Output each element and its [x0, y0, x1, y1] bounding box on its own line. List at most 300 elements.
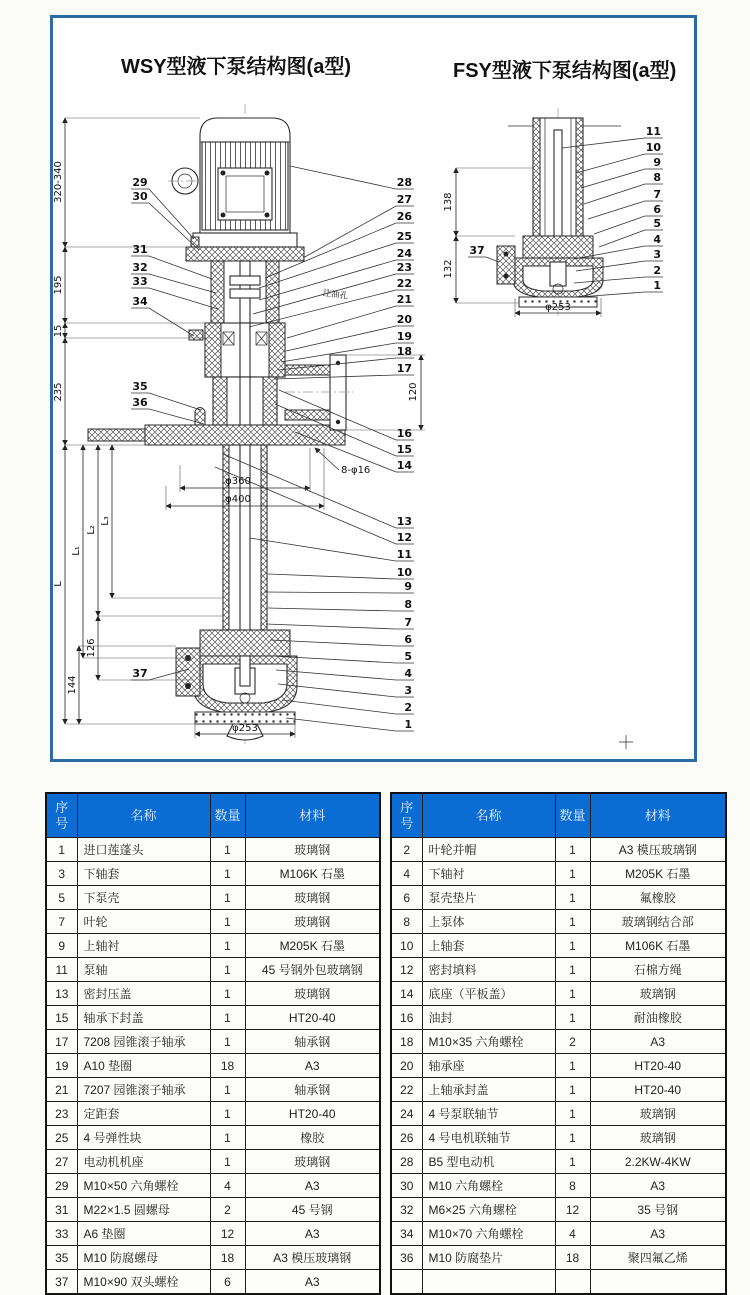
fsy-drawing [443, 108, 663, 749]
table-row [46, 1222, 380, 1246]
cell [590, 1270, 726, 1295]
cell: 18 [210, 1054, 245, 1078]
callout-label: 30 [132, 190, 148, 203]
oil-hole-label: 注油孔 [321, 288, 349, 302]
cell: 6 [210, 1270, 245, 1295]
table-row [46, 838, 380, 862]
cell: 30 [391, 1174, 422, 1198]
callout-label: 3 [404, 684, 412, 697]
callout-label: 37 [469, 244, 485, 257]
cell: 1 [555, 1102, 590, 1126]
cell: 密封填料 [422, 958, 555, 982]
table-row [391, 1078, 726, 1102]
callout-label: 1 [653, 279, 661, 292]
table-row [391, 838, 726, 862]
cell: 2 [555, 1030, 590, 1054]
cell: 定距套 [77, 1102, 210, 1126]
diagram-panel [50, 15, 697, 762]
callout-label: 10 [396, 566, 412, 579]
cell: 1 [555, 982, 590, 1006]
col-header-name: 名称 [77, 793, 210, 838]
table-row [391, 1054, 726, 1078]
column-pipe [223, 445, 267, 630]
table-row [391, 1246, 726, 1270]
cell: 1 [555, 910, 590, 934]
callout-label: 28 [396, 176, 412, 189]
cell: 1 [210, 1006, 245, 1030]
dim-phi360: φ360 [225, 476, 251, 487]
callout-label: 6 [404, 633, 412, 646]
dim-126: 126 [86, 638, 97, 658]
cell: 4 [555, 1222, 590, 1246]
cell: 1 [210, 1126, 245, 1150]
table-row [46, 910, 380, 934]
col-header-name: 名称 [422, 793, 555, 838]
cell: A3 [590, 1030, 726, 1054]
fsy-impeller-hub [550, 262, 566, 286]
callout-label: 25 [396, 230, 412, 243]
cell: 底座（平板盖） [422, 982, 555, 1006]
cell: 19 [46, 1054, 77, 1078]
bearing-housing [189, 323, 285, 377]
cell: 21 [46, 1078, 77, 1102]
cell: A3 模压玻璃钢 [245, 1246, 380, 1270]
callout-leader [266, 624, 414, 629]
cell: 33 [46, 1222, 77, 1246]
cell: 2 [210, 1198, 245, 1222]
parts-table-right [390, 792, 727, 1295]
cell: 氟橡胶 [590, 886, 726, 910]
cell: A6 垫圈 [77, 1222, 210, 1246]
cell: 1 [210, 910, 245, 934]
table-row [391, 1102, 726, 1126]
callout-label: 1 [404, 718, 412, 731]
table-row [46, 886, 380, 910]
drain-plug [189, 330, 203, 340]
cell: 26 [391, 1126, 422, 1150]
cell: A3 [245, 1270, 380, 1295]
cell: 2.2KW-4KW [590, 1150, 726, 1174]
plate-stud-bolt [195, 408, 205, 426]
cell: M106K 石墨 [590, 934, 726, 958]
cell: 轴承座 [422, 1054, 555, 1078]
motor-flange [193, 233, 297, 247]
parts-table-left [45, 792, 381, 1295]
cell: 2 [391, 838, 422, 862]
wsy-drawing [53, 104, 425, 746]
callout-label: 23 [396, 261, 412, 274]
cell: 玻璃钢 [590, 982, 726, 1006]
cell: 35 号钢 [590, 1198, 726, 1222]
callout-label: 27 [396, 193, 412, 206]
cell: M6×25 六角螺栓 [422, 1198, 555, 1222]
callout-leader [264, 592, 414, 593]
table-row [391, 1126, 726, 1150]
cell: 1 [210, 1078, 245, 1102]
callout-label: 5 [404, 650, 412, 663]
cell: 聚四氟乙烯 [590, 1246, 726, 1270]
cell: 18 [210, 1246, 245, 1270]
callout-label: 36 [132, 396, 148, 409]
callout-label: 37 [132, 667, 148, 680]
cell: 1 [555, 934, 590, 958]
table-row [46, 1126, 380, 1150]
callout-leader [581, 169, 663, 188]
cell: M10 防腐垫片 [422, 1246, 555, 1270]
callout-label: 24 [396, 247, 412, 260]
cell: M10×90 双头螺栓 [77, 1270, 210, 1295]
dim-phi253-fsy: φ253 [545, 302, 571, 313]
cell: 1 [210, 838, 245, 862]
col-header-material: 材料 [245, 793, 380, 838]
cell: 玻璃钢 [590, 1126, 726, 1150]
cell: 5 [46, 886, 77, 910]
cell: 3 [46, 862, 77, 886]
callout-label: 10 [645, 141, 661, 154]
callout-leader [286, 718, 414, 731]
callout-leader [131, 409, 204, 424]
table-row [391, 1222, 726, 1246]
callout-label: 4 [404, 667, 412, 680]
cell: 下泵壳 [77, 886, 210, 910]
callout-label: 7 [404, 616, 412, 629]
cell: 17 [46, 1030, 77, 1054]
cell [555, 1270, 590, 1295]
cell: 1 [210, 1030, 245, 1054]
table-row [46, 1102, 380, 1126]
cell: 1 [210, 886, 245, 910]
cell: 24 [391, 1102, 422, 1126]
callout-label: 15 [396, 443, 412, 456]
cell: 玻璃钢结合部 [590, 910, 726, 934]
base-plate-extension [88, 429, 145, 441]
table-row [46, 1246, 380, 1270]
cell: 1 [210, 1102, 245, 1126]
cell: 玻璃钢 [245, 982, 380, 1006]
dim-195: 195 [53, 275, 64, 295]
cell: 32 [391, 1198, 422, 1222]
cell: 叶轮 [77, 910, 210, 934]
table-row [46, 1030, 380, 1054]
cell: M205K 石墨 [590, 862, 726, 886]
cell: 1 [555, 838, 590, 862]
cell: 上泵体 [422, 910, 555, 934]
callout-label: 17 [396, 362, 412, 375]
table-row [391, 886, 726, 910]
cell: 上轴套 [422, 934, 555, 958]
cell: 4 号泵联轴节 [422, 1102, 555, 1126]
cell: A3 [245, 1222, 380, 1246]
dim-138: 138 [443, 192, 454, 212]
cell: 36 [391, 1246, 422, 1270]
stuffing-box [213, 377, 277, 425]
cell: 1 [46, 838, 77, 862]
cell: 1 [210, 862, 245, 886]
motor-stool [211, 261, 279, 323]
cell: 10 [391, 934, 422, 958]
cell: 4 [210, 1174, 245, 1198]
cell: 12 [210, 1222, 245, 1246]
dim-120: 120 [408, 382, 419, 402]
cell: 叶轮并帽 [422, 838, 555, 862]
dim-132: 132 [443, 259, 454, 279]
cell: A3 [245, 1174, 380, 1198]
cell: M22×1.5 圆螺母 [77, 1198, 210, 1222]
table-row [391, 1198, 726, 1222]
callout-label: 31 [132, 243, 148, 256]
cell: 35 [46, 1246, 77, 1270]
cell: HT20-40 [245, 1102, 380, 1126]
cell: 泵轴 [77, 958, 210, 982]
cell: 下轴套 [77, 862, 210, 886]
cell: 玻璃钢 [590, 1102, 726, 1126]
callout-leader [290, 166, 414, 189]
cell: 7208 园锥滚子轴承 [77, 1030, 210, 1054]
callout-label: 6 [653, 203, 661, 216]
callout-leader [286, 326, 414, 351]
table-row [46, 1198, 380, 1222]
cell: 电动机机座 [77, 1150, 210, 1174]
cell: M10 六角螺栓 [422, 1174, 555, 1198]
coupling-upper [230, 276, 260, 285]
table-row [46, 958, 380, 982]
cell: 14 [391, 982, 422, 1006]
table-row [46, 1150, 380, 1174]
cell: 13 [46, 982, 77, 1006]
table-row [391, 934, 726, 958]
cell: 橡胶 [245, 1126, 380, 1150]
dim-L: L [53, 581, 64, 587]
cell: 玻璃钢 [245, 838, 380, 862]
table-row [391, 982, 726, 1006]
callout-label: 14 [396, 459, 412, 472]
callout-leader [287, 306, 414, 338]
callout-leader [278, 684, 414, 697]
fsy-drawing-title: FSY型液下泵结构图(a型) [453, 60, 677, 82]
callout-label: 11 [645, 125, 661, 138]
cell: 7207 园锥滚子轴承 [77, 1078, 210, 1102]
cell: 1 [210, 934, 245, 958]
cell: 1 [555, 1150, 590, 1174]
cell: 23 [46, 1102, 77, 1126]
cell: 玻璃钢 [245, 886, 380, 910]
callout-leader [268, 574, 414, 579]
cell: 密封压盖 [77, 982, 210, 1006]
cell: 1 [555, 1054, 590, 1078]
cell: 石棉方绳 [590, 958, 726, 982]
cell: 玻璃钢 [245, 910, 380, 934]
cell [422, 1270, 555, 1295]
cell: HT20-40 [590, 1078, 726, 1102]
callout-leader [131, 308, 194, 336]
center-mark [619, 735, 633, 749]
cell: M205K 石墨 [245, 934, 380, 958]
cell: 1 [210, 982, 245, 1006]
cell: 12 [555, 1198, 590, 1222]
callout-label: 3 [653, 248, 661, 261]
cell: 27 [46, 1150, 77, 1174]
cell: 12 [391, 958, 422, 982]
cell: HT20-40 [245, 1006, 380, 1030]
cell: 7 [46, 910, 77, 934]
callout-leader [282, 700, 414, 714]
callout-leader [281, 343, 414, 362]
discharge-flange [330, 355, 346, 430]
cell: 45 号钢 [245, 1198, 380, 1222]
cell: 4 号电机联轴节 [422, 1126, 555, 1150]
motor-base-plate [186, 247, 304, 261]
callout-leader [268, 608, 414, 611]
cell: 18 [391, 1030, 422, 1054]
cell: 34 [391, 1222, 422, 1246]
cell: 37 [46, 1270, 77, 1295]
cell: 轴承钢 [245, 1030, 380, 1054]
cell: M10 防腐螺母 [77, 1246, 210, 1270]
cell: 泵壳垫片 [422, 886, 555, 910]
callout-label: 21 [396, 293, 412, 306]
callout-label: 34 [132, 295, 148, 308]
cell: A3 模压玻璃钢 [590, 838, 726, 862]
dim-motor-height: 320-340 [53, 161, 64, 203]
table-row [46, 1174, 380, 1198]
callout-label: 9 [404, 580, 412, 593]
cell: M10×70 六角螺栓 [422, 1222, 555, 1246]
dim-L3: L₃ [100, 516, 111, 526]
cell: 28 [391, 1150, 422, 1174]
cell: 耐油橡胶 [590, 1006, 726, 1030]
cell: A3 [245, 1054, 380, 1078]
callout-label: 22 [396, 277, 412, 290]
cell: 29 [46, 1174, 77, 1198]
motor-bolt [191, 237, 199, 247]
table-header-row [391, 793, 726, 838]
cell: 18 [555, 1246, 590, 1270]
cell: 4 号弹性块 [77, 1126, 210, 1150]
cell: HT20-40 [590, 1054, 726, 1078]
callout-leader [270, 640, 414, 646]
table-header-row [46, 793, 380, 838]
dim-phi253-wsy: φ253 [232, 723, 258, 734]
callout-label: 7 [653, 188, 661, 201]
cell: 11 [46, 958, 77, 982]
cell: 16 [391, 1006, 422, 1030]
cell: 下轴衬 [422, 862, 555, 886]
cell: 1 [555, 1126, 590, 1150]
dim-phi400: φ400 [225, 494, 251, 505]
callout-label: 8 [404, 598, 412, 611]
cell: 上轴承封盖 [422, 1078, 555, 1102]
col-header-qty: 数量 [210, 793, 245, 838]
cell: 1 [555, 958, 590, 982]
col-header-material: 材料 [590, 793, 726, 838]
table-row [46, 934, 380, 958]
cell: 4 [391, 862, 422, 886]
cell: 上轴衬 [77, 934, 210, 958]
table-row [46, 982, 380, 1006]
cell: 1 [210, 958, 245, 982]
cell: B5 型电动机 [422, 1150, 555, 1174]
table-row [391, 1174, 726, 1198]
table-row [391, 1150, 726, 1174]
callout-label: 2 [653, 264, 661, 277]
callout-label: 13 [396, 515, 412, 528]
callout-label: 4 [653, 233, 661, 246]
callout-label: 26 [396, 210, 412, 223]
table-row [391, 1006, 726, 1030]
col-header-index: 序号 [46, 793, 77, 838]
callout-label: 12 [396, 531, 412, 544]
cell: 8 [391, 910, 422, 934]
table-row [46, 862, 380, 886]
callout-label: 9 [653, 156, 661, 169]
cell: 8 [555, 1174, 590, 1198]
cell: A3 [590, 1222, 726, 1246]
callout-label: 11 [396, 548, 412, 561]
table-row [391, 910, 726, 934]
cell: 25 [46, 1126, 77, 1150]
callout-label: 33 [132, 275, 148, 288]
cell: 20 [391, 1054, 422, 1078]
callout-label: 20 [396, 313, 412, 326]
cell: 6 [391, 886, 422, 910]
table-row [46, 1054, 380, 1078]
cell: 1 [555, 862, 590, 886]
cell: 轴承钢 [245, 1078, 380, 1102]
cell: A3 [590, 1174, 726, 1198]
cell: 轴承下封盖 [77, 1006, 210, 1030]
callout-label: 8 [653, 171, 661, 184]
cell: 玻璃钢 [245, 1150, 380, 1174]
callout-label: 18 [396, 345, 412, 358]
wsy-drawing-title: WSY型液下泵结构图(a型) [121, 56, 351, 78]
callout-label: 29 [132, 176, 148, 189]
callout-label: 5 [653, 217, 661, 230]
pump-shaft-lower [240, 445, 250, 630]
callout-label: 35 [132, 380, 148, 393]
table-row [391, 862, 726, 886]
dim-L1: L₁ [71, 546, 82, 556]
cell: A10 垫圈 [77, 1054, 210, 1078]
table-row [391, 1030, 726, 1054]
table-row [391, 1270, 726, 1295]
dim-15: 15 [53, 324, 64, 338]
pump-drawings [53, 18, 694, 759]
table-row [46, 1078, 380, 1102]
cell [391, 1270, 422, 1295]
cell: M10×50 六角螺栓 [77, 1174, 210, 1198]
col-header-index: 序号 [391, 793, 422, 838]
callout-label: 32 [132, 261, 148, 274]
discharge-nozzle [285, 355, 353, 430]
cell: 1 [555, 886, 590, 910]
table-row [391, 958, 726, 982]
table-row [46, 1006, 380, 1030]
cell: M10×35 六角螺栓 [422, 1030, 555, 1054]
cell: 油封 [422, 1006, 555, 1030]
col-header-qty: 数量 [555, 793, 590, 838]
callout-leader [576, 154, 663, 173]
cell: 进口莲蓬头 [77, 838, 210, 862]
dim-bolt-circle: 8-φ16 [341, 465, 371, 476]
cell: 31 [46, 1198, 77, 1222]
table-row [46, 1270, 380, 1295]
cell: 1 [210, 1150, 245, 1174]
cell: 9 [46, 934, 77, 958]
dim-L2: L₂ [86, 525, 97, 535]
cell: 15 [46, 1006, 77, 1030]
dim-235: 235 [53, 382, 64, 402]
coupling-lower [230, 289, 260, 298]
